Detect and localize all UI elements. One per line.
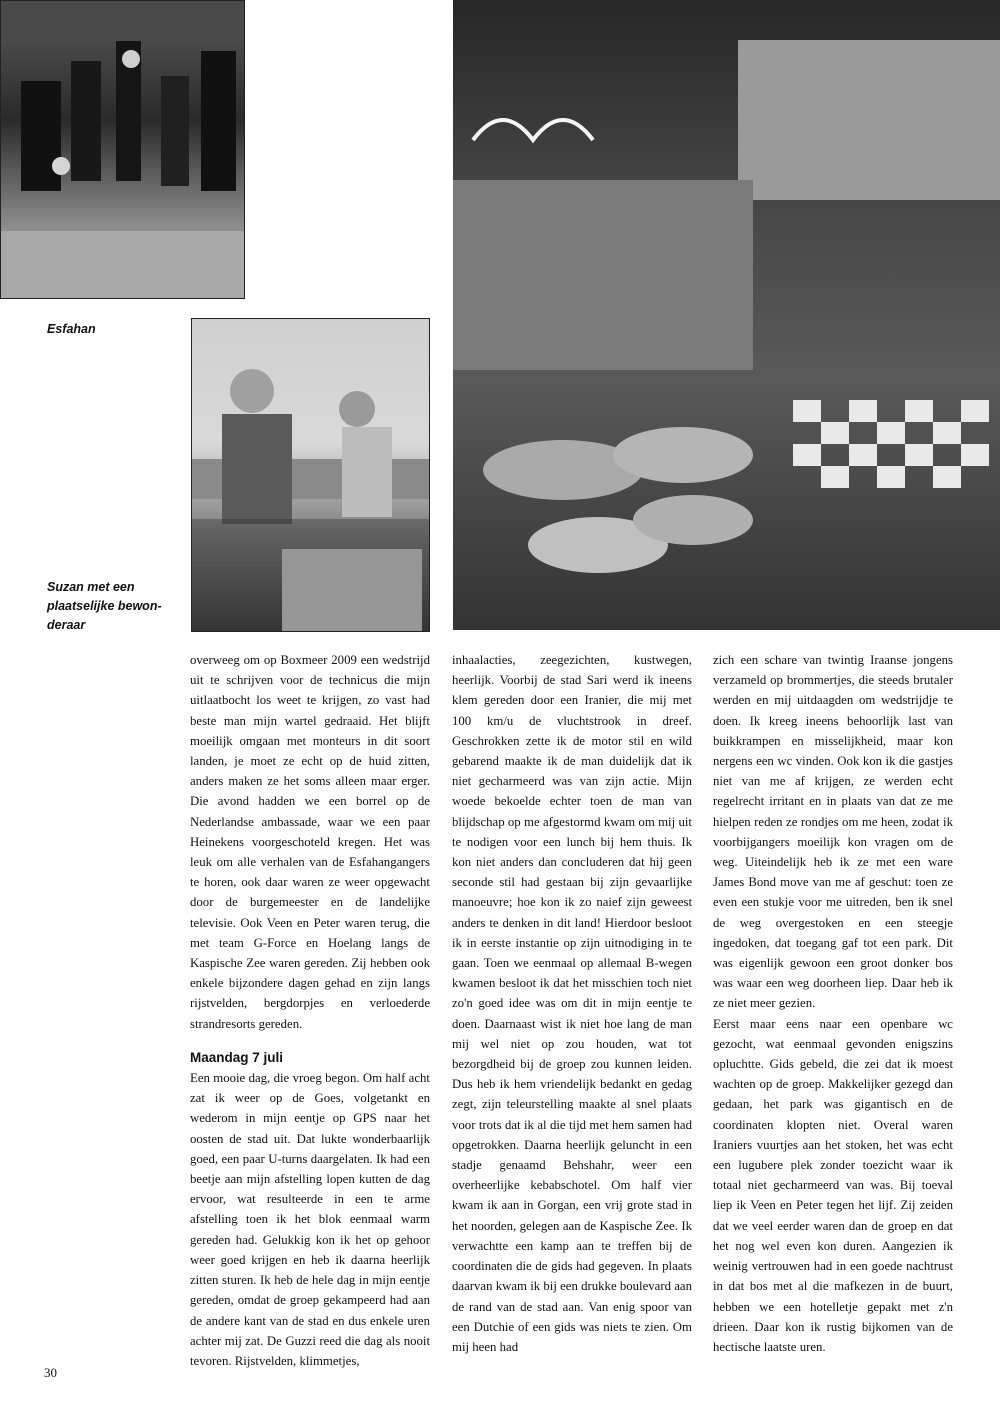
- paragraph: overweeg om op Boxmeer 2009 een wedstrijd uit te schrijven voor de technicus die mijn uitlaatbocht los weet te krijgen, zo vast had beste man mijn wartel gedraaid. Het blijft moeilijk omgaan met monteurs in dit soort landen, je moet ze echt op de huid zitten, anders maken ze het soms alleen maar erger. Die avond hadden we een borrel op de Nederlandse ambassade, waar we een paar Heinekens voorgeschoteld kregen. Het was leuk om alle verhalen van de Esfahangangers te horen, ook daar waren ze weer opgewacht door de burgemeester en de landelijke televisie. Ook Veen en Peter waren terug, die met team G-Force en Hoelang langs de Kaspische Zee waren gereden. Zij hebben ook enkele bijzondere dagen gehad en zijn langs rijstvelden, bergdorpjes en verloederde strandresorts gereden.: [190, 653, 430, 1031]
- caption-line: Suzan met een: [47, 580, 135, 594]
- paragraph: zich een schare van twintig Iraanse jongens verzameld op brommertjes, die steeds brutaler werden en mij uitdaagden om wedstrijdje te doen. Ik kreeg ineens behoorlijk last van buikkrampen en misselijkheid, maar kon nergens een wc vinden. Ook kon ik die gastjes niet van me af krijgen, ze werden echt regelrecht irritant en in plaats van dat ze me hielpen reden ze rondjes om me heen, zodat ik voorbijgangers moeilijk kon vragen om de weg. Uiteindelijk heb ik ze met een ware James Bond move van me af geschut: toen ze even een stukje voor me uitreden, ben ik snel de weg overgestoken en een steegje ingedoken, dat toegang gaf tot een park. Dit was eigenlijk gewoon een groot donker bos was waar een weg doorheen liep. Daar heb ik ze niet meer gezien.: [713, 653, 953, 1011]
- section-heading: Maandag 7 juli: [190, 1049, 284, 1065]
- paragraph: Een mooie dag, die vroeg begon. Om half acht zat ik weer op de Goes, volgetankt en wederom in mijn eentje op GPS naar het oosten de stad uit. Dat lukte wonderbaarlijk goed, een paar U-turns daargelaten. Ik had een beetje aan mijn afstelling lopen kutten de dag ervoor, wat resulteerde in een te arme afstelling toen ik het blok eenmaal warm gereden had. Gelukkig kon ik het op gehoor weer goed krijgen en heb ik daarna heerlijk zitten sturen. Ik heb de hele dag in mijn eentje gereden, omdat de groep gekampeerd had aan de andere kant van de stad en dus enkele uren achter mij zat. De Guzzi reed die dag als nooit tevoren. Rijstvelden, klimmetjes,: [190, 1071, 430, 1368]
- page-number: 30: [44, 1365, 57, 1380]
- crowd-illustration: [1, 1, 244, 298]
- article-column-1: [190, 650, 430, 1371]
- photo-shop: [453, 0, 1000, 630]
- caption-line: plaatselijke bewon-: [47, 599, 162, 613]
- paragraph: Eerst maar eens naar een openbare wc gezocht, wat eenmaal gevonden enigszins opluchtte. Gids gebeld, die zei dat ik moest wachten op de groep. Makkelijker gezegd dan gedaan, het park was gigantisch en de coordinaten klopten niet. Overal waren Iraniers vuurtjes aan het stoken, het was echt een lugubere plek zonder toezicht waar ik totaal niet gecharmeerd van was. Bij toeval liep ik Veen en Peter tegen het lijf. Zij zeiden dat we veel eerder waren dan de groep en dat het nog wel even kon duren. Aangezien ik weinig vertrouwen had in een goede nachtrust in dat bos met al die mafkezen in de buurt, hebben we een hotelletje gepakt met z'n drieen. Daar kon ik rustig bijkomen van de hectische laatste uren.: [713, 1016, 953, 1354]
- caption-suzan: [47, 578, 162, 635]
- photo-portrait: [191, 318, 430, 632]
- article-column-3: [713, 650, 953, 1357]
- portrait-illustration: [192, 319, 429, 631]
- photo-crowd: [0, 0, 245, 299]
- paragraph: inhaalacties, zeegezichten, kustwegen, heerlijk. Voorbij de stad Sari werd ik ineens klem gereden door een Iranier, die mij met 100 km/u de vluchtstrook in dreef. Geschrokken zette ik de motor stil en wild gebarend maakte ik de man duidelijk dat ik niet gecharmeerd was van zijn actie. Mijn woede bekoelde echter toen de man van blijdschap op me afgestormd kwam om mij uit te nodigen voor een lunch bij hem thuis. Ik kon niet anders dan concluderen dat hij geen seconde stil had gestaan bij zijn gevaarlijke manoeuvre; hoe kon ik zo naief zijn geweest anders te denken in dit land! Hierdoor besloot ik in eerste instantie op zijn uitnodiging in te gaan. Toen we eenmaal op allemaal B-wegen kwamen besloot ik dat het misschien toch niet zo'n goed idee was om dit in mijn eentje te doen. Daarnaast wist ik niet hoe lang de man mij wel niet op zou houden, wat tot bezorgdheid bij de groep zou kunnen leiden. Dus heb ik hem vriendelijk bedankt en gedag zegt, zijn teleurstelling maakte al snel plaats voor trots dat ik al die tijd met hem samen had opgetrokken. Daarna heerlijk geluncht in een stadje genaamd Behshahr, weer een overheerlijke kebabschotel. Om half vier kwam ik aan in Gorgan, een vrij grote stad in het noorden, gelegen aan de Kaspische Zee. Ik verwachtte een kamp aan te treffen bij de coordinaten die de gids had gegeven. In plaats daarvan kwam ik bij een drukke boulevard aan de rand van de stad aan. Van enig spoor van een Dutchie of een gids was niets te zien. Om mij heen had: [452, 653, 692, 1354]
- caption-line: deraar: [47, 618, 86, 632]
- caption-esfahan: Esfahan: [47, 322, 96, 336]
- article-column-2: [452, 650, 692, 1357]
- shop-illustration: [453, 0, 1000, 630]
